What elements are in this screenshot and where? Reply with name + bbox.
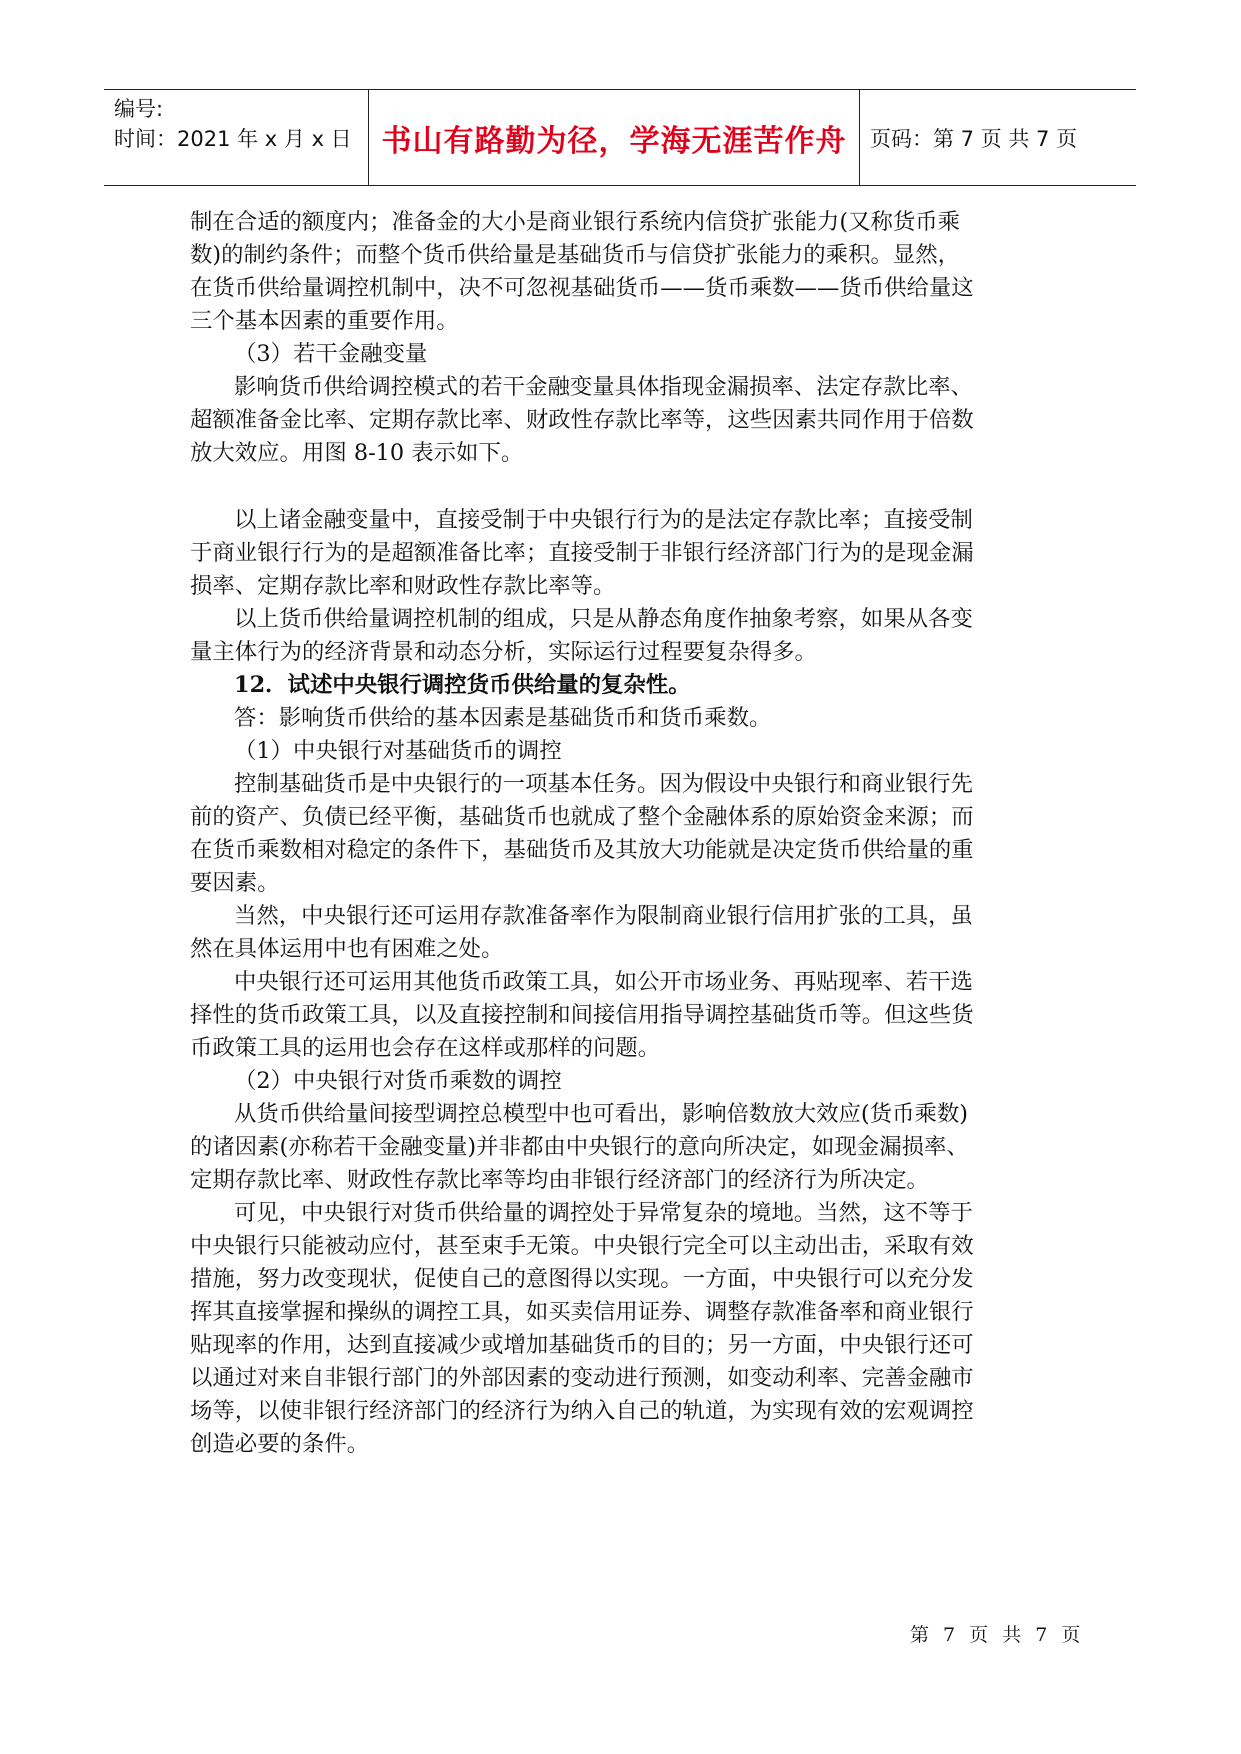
text-line: 要因素。: [190, 870, 280, 896]
text-line: 当然，中央银行还可运用存款准备率作为限制商业银行信用扩张的工具，虽: [234, 903, 973, 929]
paragraph: [190, 371, 1070, 470]
text-line: 在货币供给量调控机制中，决不可忽视基础货币——货币乘数——货币供给量这: [190, 275, 974, 301]
text-line: 于商业银行行为的是超额准备比率；直接受制于非银行经济部门行为的是现金漏: [190, 540, 974, 566]
page-header: [104, 89, 1136, 186]
text-line: 影响货币供给调控模式的若干金融变量具体指现金漏损率、法定存款比率、: [234, 374, 973, 400]
paragraph: [190, 603, 1070, 669]
text-line: 数)的制约条件；而整个货币供给量是基础货币与信贷扩张能力的乘积。显然，: [190, 242, 961, 268]
text-line: 超额准备金比率、定期存款比率、财政性存款比率等，这些因素共同作用于倍数: [190, 407, 974, 433]
text-line: 币政策工具的运用也会存在这样或那样的问题。: [190, 1035, 661, 1061]
text-line: 前的资产、负债已经平衡，基础货币也就成了整个金融体系的原始资金来源；而: [190, 804, 974, 830]
figure-gap: [190, 470, 1070, 504]
text-line: 场等，以使非银行经济部门的经济行为纳入自己的轨道，为实现有效的宏观调控: [190, 1398, 974, 1424]
text-line: 损率、定期存款比率和财政性存款比率等。: [190, 573, 616, 599]
text-line: （3）若干金融变量: [234, 341, 428, 367]
text-line: 放大效应。用图 8-10 表示如下。: [190, 440, 524, 466]
paragraph: [190, 900, 1070, 966]
text-line: 贴现率的作用，达到直接减少或增加基础货币的目的；另一方面，中央银行还可: [190, 1332, 974, 1358]
text-line: 12．试述中央银行调控货币供给量的复杂性。: [234, 672, 691, 698]
text-line: 控制基础货币是中央银行的一项基本任务。因为假设中央银行和商业银行先: [234, 771, 973, 797]
text-line: 可见，中央银行对货币供给量的调控处于异常复杂的境地。当然，这不等于: [234, 1200, 973, 1226]
text-line: 从货币供给量间接型调控总模型中也可看出，影响倍数放大效应(货币乘数): [234, 1101, 968, 1127]
text-line: （1）中央银行对基础货币的调控: [234, 738, 562, 764]
paragraph: [190, 1098, 1070, 1197]
header-motto: 书山有路勤为径，学海无涯苦作舟: [369, 90, 860, 185]
text-line: 三个基本因素的重要作用。: [190, 308, 459, 334]
document-time-label: 时间：2021 年 x 月 x 日: [114, 127, 352, 151]
text-line: 制在合适的额度内；准备金的大小是商业银行系统内信贷扩张能力(又称货币乘: [190, 209, 961, 235]
document-body: [190, 206, 1070, 1461]
answer-intro: [190, 702, 1070, 735]
text-line: 以通过对来自非银行部门的外部因素的变动进行预测，如变动利率、完善金融市: [190, 1365, 974, 1391]
text-line: 措施，努力改变现状，促使自己的意图得以实现。一方面，中央银行可以充分发: [190, 1266, 974, 1292]
text-line: 定期存款比率、财政性存款比率等均由非银行经济部门的经济行为所决定。: [190, 1167, 929, 1193]
text-line: 答：影响货币供给的基本因素是基础货币和货币乘数。: [234, 705, 772, 731]
header-meta: [104, 90, 369, 185]
question-heading: [190, 669, 1070, 702]
text-line: 以上货币供给量调控机制的组成，只是从静态角度作抽象考察，如果从各变: [234, 606, 973, 632]
paragraph: [190, 768, 1070, 900]
text-line: 以上诸金融变量中，直接受制于中央银行行为的是法定存款比率；直接受制: [234, 507, 973, 533]
text-line: 挥其直接掌握和操纵的调控工具，如买卖信用证券、调整存款准备率和商业银行: [190, 1299, 974, 1325]
text-line: 在货币乘数相对稳定的条件下，基础货币及其放大功能就是决定货币供给量的重: [190, 837, 974, 863]
paragraph: [190, 966, 1070, 1065]
paragraph: [190, 504, 1070, 603]
text-line: （2）中央银行对货币乘数的调控: [234, 1068, 562, 1094]
subheading: [190, 338, 1070, 371]
paragraph: [190, 1197, 1070, 1461]
page-footer: 第 7 页 共 7 页: [910, 1624, 1085, 1646]
document-number-label: 编号:: [114, 97, 164, 121]
text-line: 创造必要的条件。: [190, 1431, 370, 1457]
text-line: 中央银行还可运用其他货币政策工具，如公开市场业务、再贴现率、若干选: [234, 969, 973, 995]
header-page-label: 页码：第 7 页 共 7 页: [870, 126, 1078, 151]
text-line: 中央银行只能被动应付，甚至束手无策。中央银行完全可以主动出击，采取有效: [190, 1233, 974, 1259]
text-line: 然在具体运用中也有困难之处。: [190, 936, 504, 962]
text-line: 的诸因素(亦称若干金融变量)并非都由中央银行的意向所决定，如现金漏损率、: [190, 1134, 969, 1160]
text-line: 量主体行为的经济背景和动态分析，实际运行过程要复杂得多。: [190, 639, 817, 665]
subheading: [190, 735, 1070, 768]
paragraph: [190, 206, 1070, 338]
subheading: [190, 1065, 1070, 1098]
text-line: 择性的货币政策工具，以及直接控制和间接信用指导调控基础货币等。但这些货: [190, 1002, 974, 1028]
